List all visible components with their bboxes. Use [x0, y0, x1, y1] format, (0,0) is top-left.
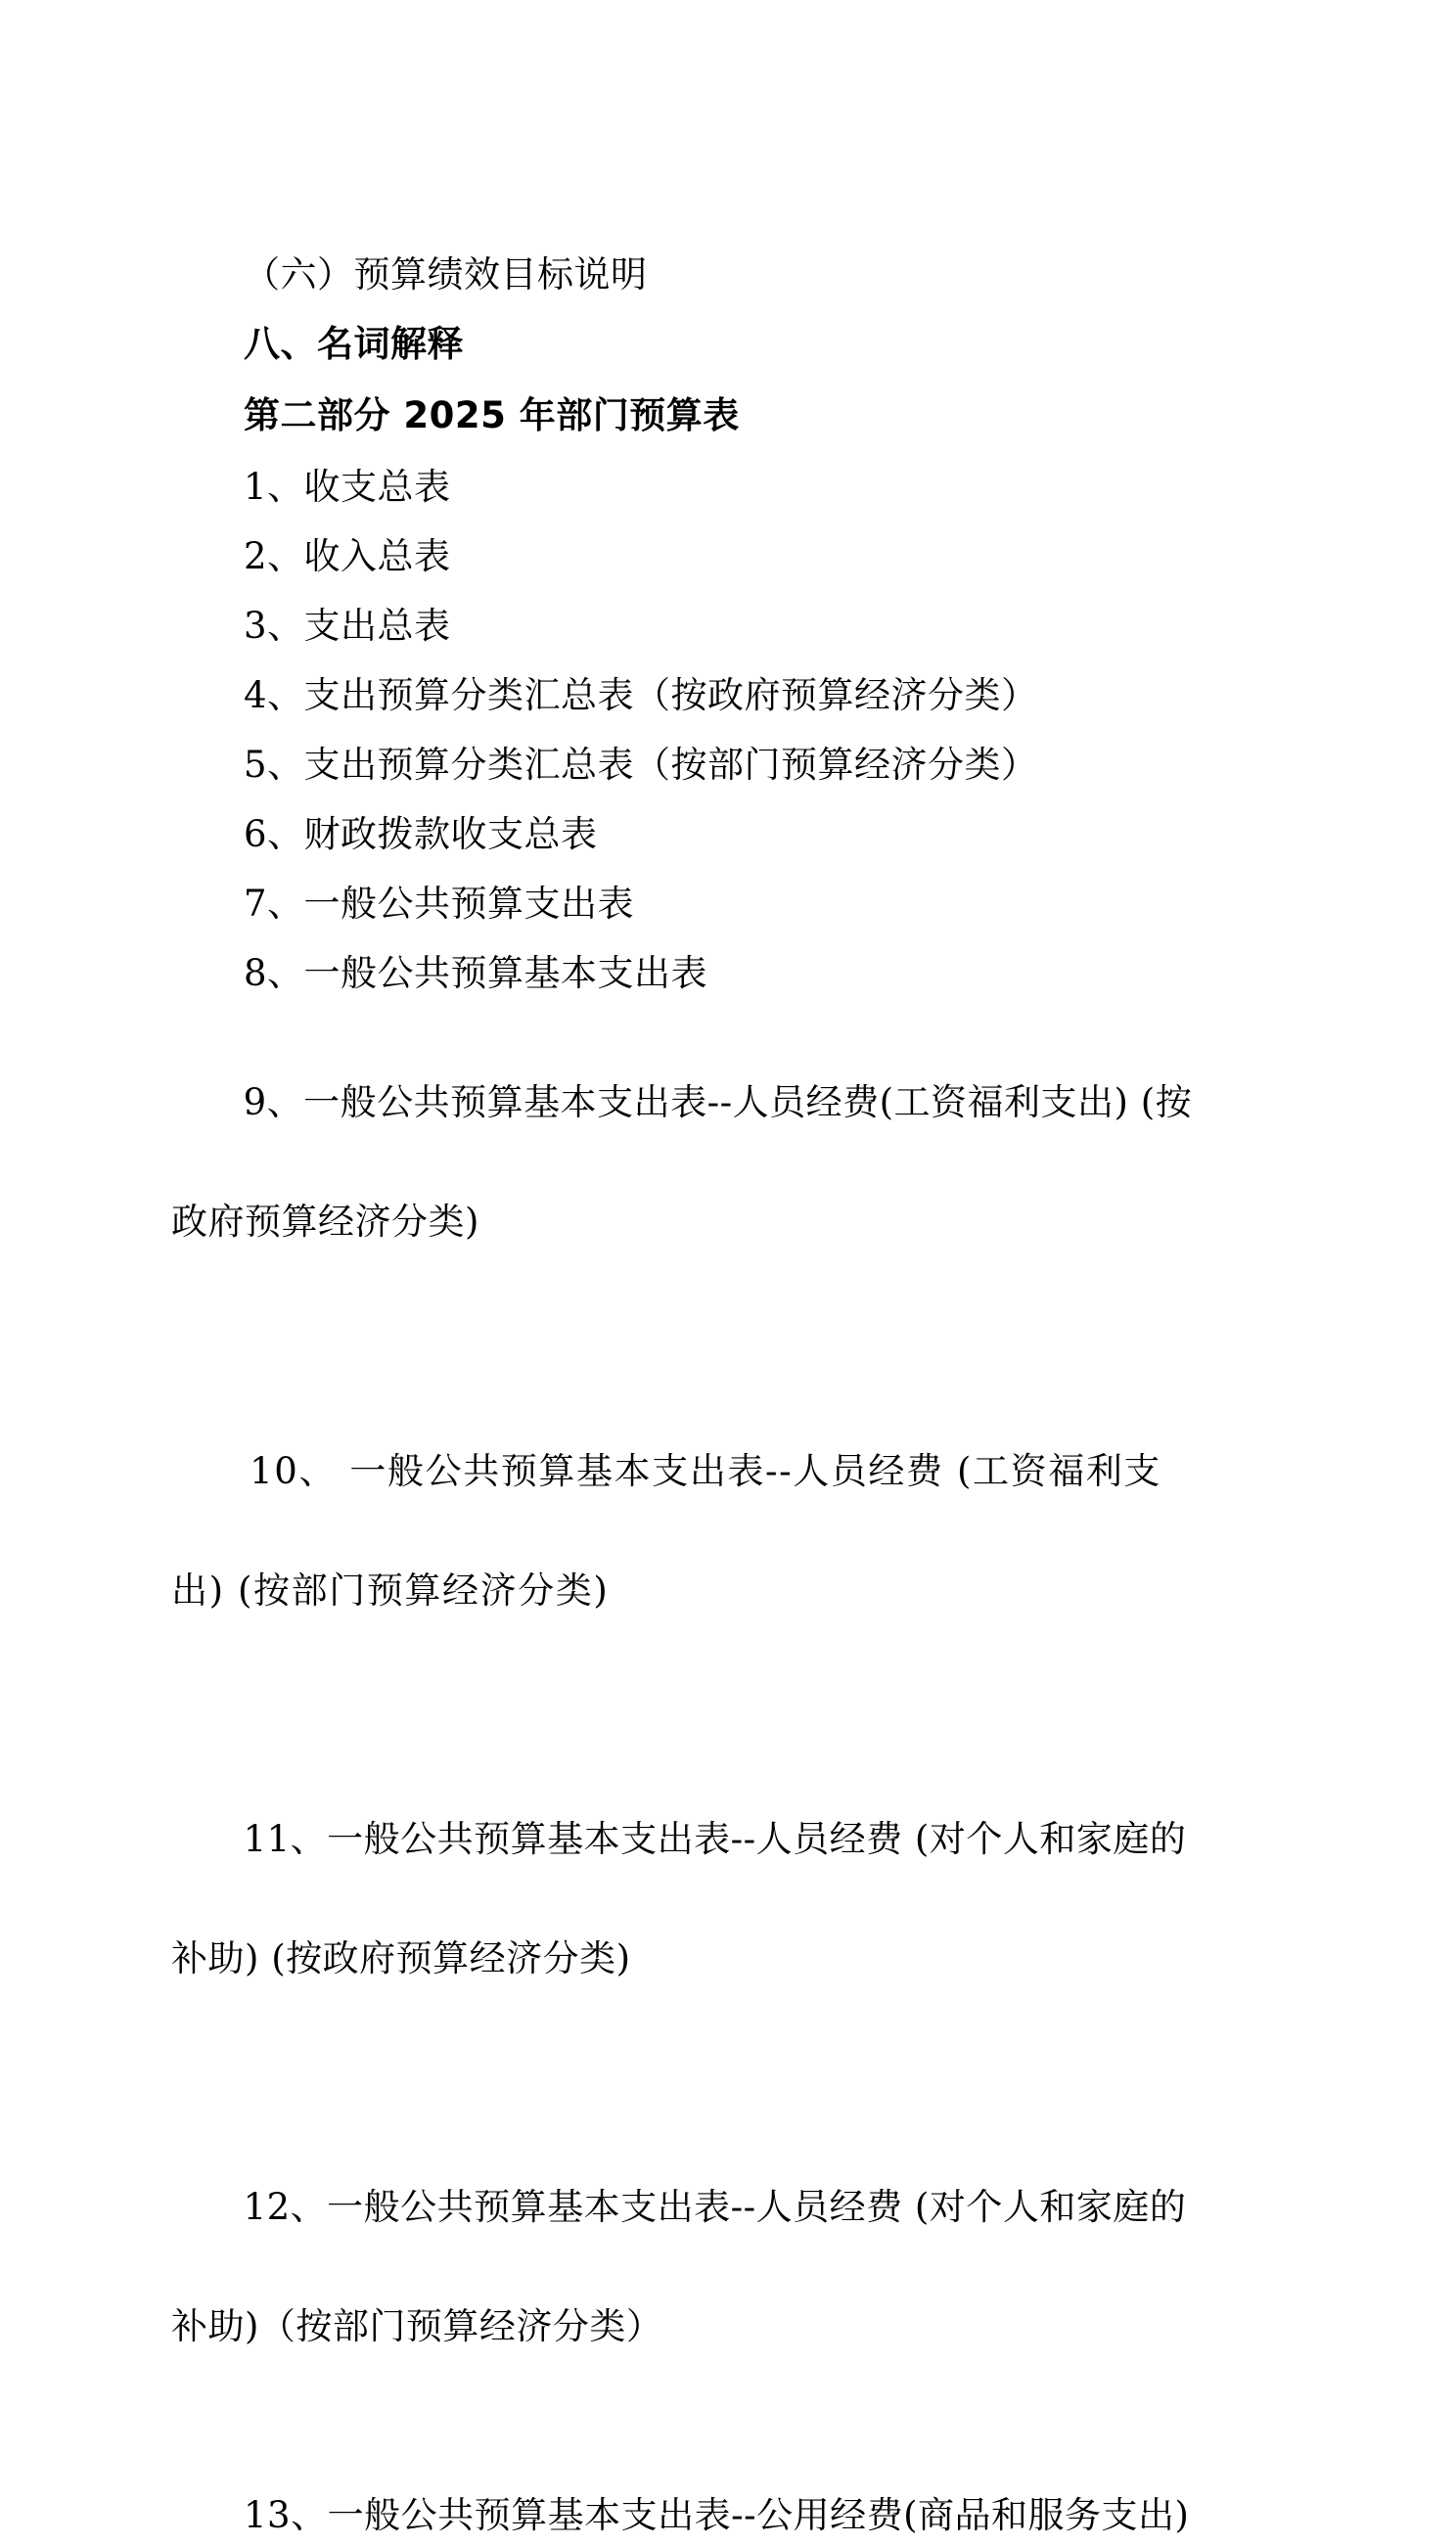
toc-entry-10 — [171, 1381, 1287, 1739]
toc-entry-11-first-line: 11、一般公共预算基本支出表--人员经费 (对个人和家庭的 — [243, 1817, 1187, 1860]
toc-entry-10-continuation: 出) (按部门预算经济分类) — [171, 1568, 610, 1612]
document-body — [171, 245, 1287, 2545]
toc-entry-12 — [171, 2117, 1287, 2476]
toc-entry-12-continuation: 补助)（按部门预算经济分类） — [171, 2305, 663, 2348]
toc-entry-5: 5、支出预算分类汇总表（按部门预算经济分类） — [244, 744, 1038, 787]
toc-entry-budget-performance: （六）预算绩效目标说明 — [244, 253, 648, 295]
toc-entry-11-continuation: 补助) (按政府预算经济分类) — [171, 1936, 631, 1979]
toc-entry-13: 13、一般公共预算基本支出表--公用经费(商品和服务支出) — [244, 2494, 1190, 2537]
toc-entry-4: 4、支出预算分类汇总表（按政府预算经济分类） — [244, 673, 1038, 716]
toc-entry-1: 1、收支总表 — [244, 465, 451, 508]
toc-entry-8: 8、一般公共预算基本支出表 — [244, 952, 708, 995]
toc-entry-9-first-line: 9、一般公共预算基本支出表--人员经费(工资福利支出) (按 — [243, 1081, 1193, 1124]
part-heading-budget-tables: 第二部分 2025 年部门预算表 — [244, 393, 740, 436]
toc-entry-12-first-line: 12、一般公共预算基本支出表--人员经费 (对个人和家庭的 — [243, 2186, 1187, 2229]
toc-entry-2: 2、收入总表 — [244, 534, 451, 577]
toc-entry-3: 3、支出总表 — [244, 604, 451, 647]
section-heading-terminology: 八、名词解释 — [244, 323, 464, 366]
toc-entry-7: 7、一般公共预算支出表 — [244, 883, 635, 926]
toc-entry-9-continuation: 政府预算经济分类) — [171, 1201, 479, 1244]
toc-entry-11 — [171, 1750, 1287, 2108]
toc-entry-9 — [171, 1013, 1287, 1371]
toc-entry-10-first-line: 10、 一般公共预算基本支出表--人员经费 (工资福利支 — [250, 1449, 1162, 1492]
toc-entry-6: 6、财政拨款收支总表 — [244, 813, 598, 856]
